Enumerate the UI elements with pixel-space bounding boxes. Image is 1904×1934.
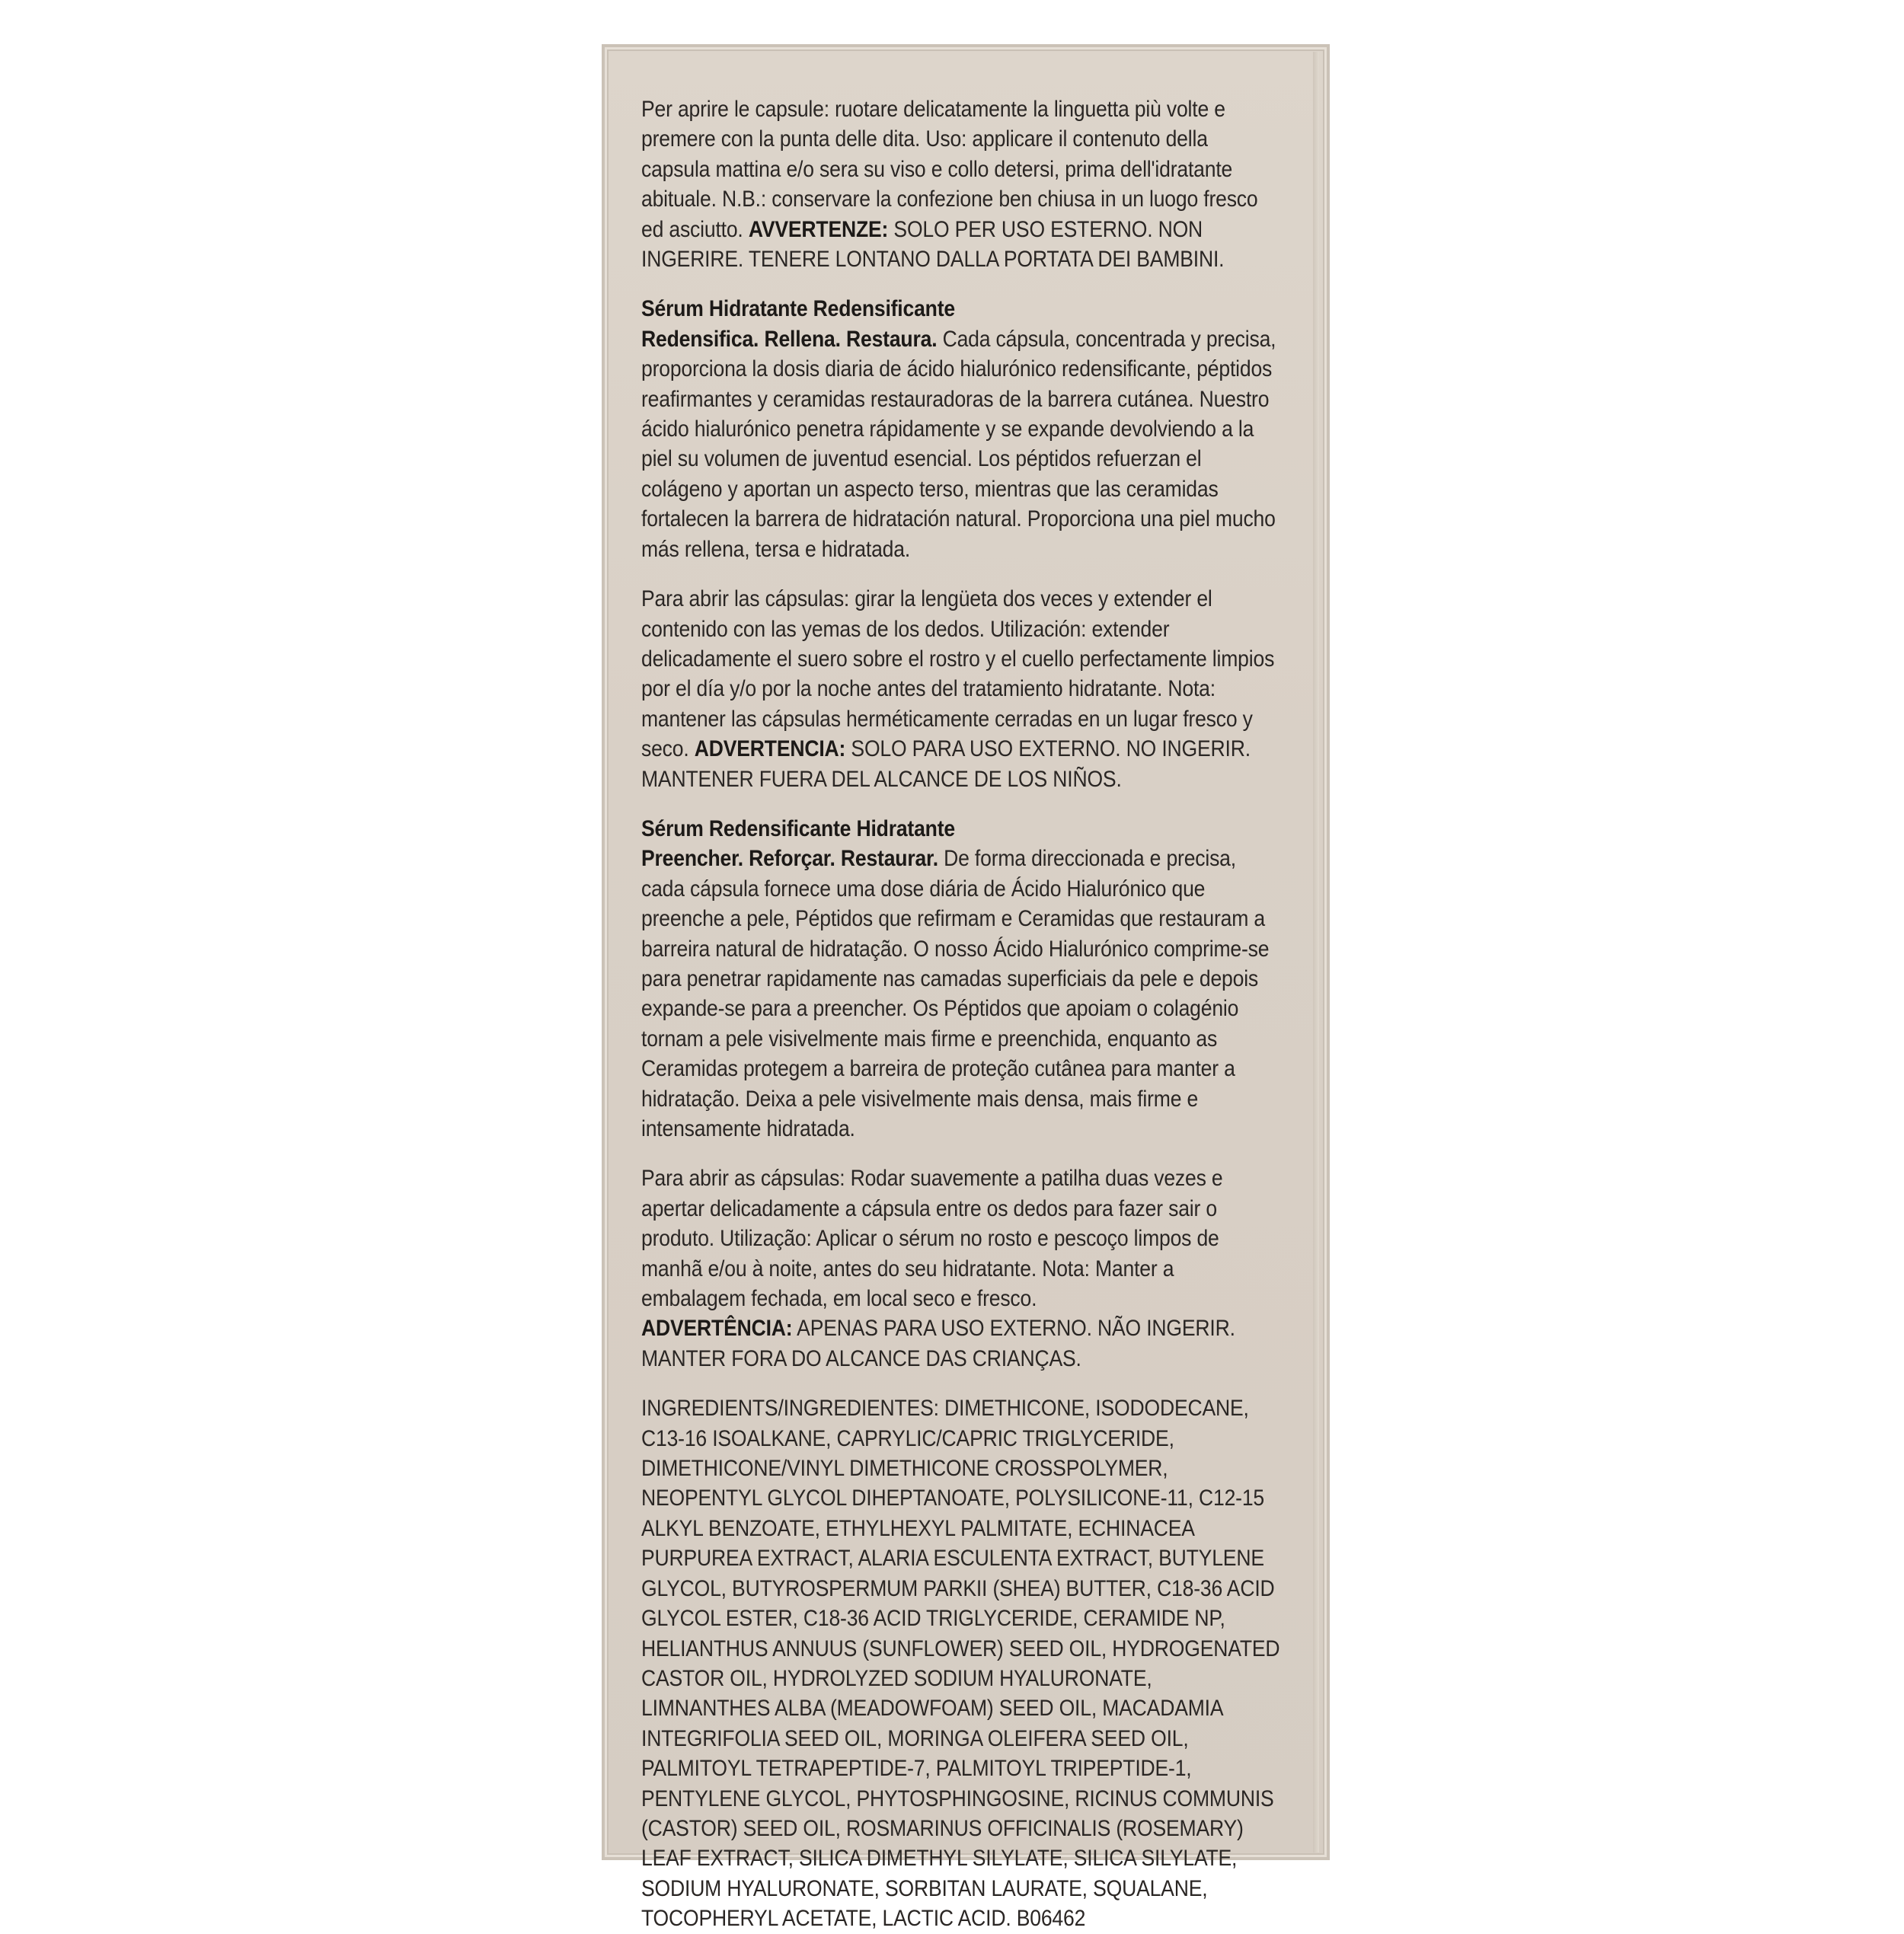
portuguese-warning-label: ADVERTÊNCIA: xyxy=(641,1316,793,1342)
spanish-instructions xyxy=(641,584,1281,794)
package-text xyxy=(641,94,1281,1934)
spanish-description xyxy=(641,294,1281,564)
ingredients-list: INGREDIENTS/INGREDIENTES: DIMETHICONE, ISODODECANE, C13-16 ISOALKANE, CAPRYLIC/CAPRIC TRIGLYCERIDE, DIMETHICONE/VINYL DIMETHICONE CROSSPOLYMER, NEOPENTYL GLYCOL DIHEPTANOATE, POLYSILICONE-11, C12-15 ALKYL BENZOATE, ETHYLHEXYL PALMITATE, ECHINACEA PURPUREA EXTRACT, ALARIA ESCULENTA EXTRACT, BUTYLENE GLYCOL, BUTYROSPERMUM PARKII (SHEA) BUTTER, C18-36 ACID GLYCOL ESTER, C18-36 ACID TRIGLYCERIDE, CERAMIDE NP, HELIANTHUS ANNUUS (SUNFLOWER) SEED OIL, HYDROGENATED CASTOR OIL, HYDROLYZED SODIUM HYALURONATE, LIMNANTHES ALBA (MEADOWFOAM) SEED OIL, MACADAMIA INTEGRIFOLIA SEED OIL, MORINGA OLEIFERA SEED OIL, PALMITOYL TETRAPEPTIDE-7, PALMITOYL TRIPEPTIDE-1, PENTYLENE GLYCOL, PHYTOSPHINGOSINE, RICINUS COMMUNIS (CASTOR) SEED OIL, ROSMARINUS OFFICINALIS (ROSEMARY) LEAF EXTRACT, SILICA DIMETHYL SILYLATE, SILICA SILYLATE, SODIUM HYALURONATE, SORBITAN LAURATE, SQUALANE, TOCOPHERYL ACETATE, LACTIC ACID. B06462 xyxy=(641,1396,1280,1932)
panel-fold-edge xyxy=(1313,52,1319,1853)
portuguese-instructions xyxy=(641,1163,1281,1374)
spanish-warning-label: ADVERTENCIA: xyxy=(694,736,846,762)
spanish-title: Sérum Hidratante Redensificante xyxy=(641,296,955,322)
spanish-tagline: Redensifica. Rellena. Restaura. xyxy=(641,326,938,352)
portuguese-title: Sérum Redensificante Hidratante xyxy=(641,815,955,841)
portuguese-description xyxy=(641,814,1281,1144)
spanish-warning-text: SOLO PARA USO EXTERNO. NO INGERIR. MANTENER FUERA DEL ALCANCE DE LOS NIÑOS. xyxy=(641,736,1251,792)
italian-open-text: Per aprire le capsule: ruotare delicatamente la linguetta più volte e premere con la punta delle dita. Uso: applicare il contenuto della capsula mattina e/o sera su viso e collo detersi, prima dell'idratante abituale. N.B.: conservare la confezione ben chiusa in un luogo fresco ed asciutto. xyxy=(641,97,1258,242)
package-panel xyxy=(602,44,1330,1932)
portuguese-open-text: Para abrir as cápsulas: Rodar suavemente a patilha duas vezes e apertar delicadamente a cápsula entre os dedos para fazer sair o produto. Utilização: Aplicar o sérum no rosto e pescoço limpos de manhã e/ou à noite, antes do seu hidratante. Nota: Manter a embalagem fechada, em local seco e fresco. xyxy=(641,1166,1223,1312)
italian-warning-label: AVVERTENZE: xyxy=(748,216,889,242)
portuguese-description-text: De forma direccionada e precisa, cada cápsula fornece uma dose diária de Ácido Hialurónico que preenche a pele, Péptidos que refirmam e Ceramidas que restauram a barreira natural de hidratação. O nosso Ácido Hialurónico comprime-se para penetrar rapidamente nas camadas superficiais da pele e depois expande-se para a preencher. Os Péptidos que apoiam o colagénio tornam a pele visivelmente mais firme e preenchida, enquanto as Ceramidas protegem a barreira de proteção cutânea para manter a hidratação. Deixa a pele visivelmente mais densa, mais firme e intensamente hidratada. xyxy=(641,846,1270,1141)
portuguese-warning-text: APENAS PARA USO EXTERNO. NÃO INGERIR. MANTER FORA DO ALCANCE DAS CRIANÇAS. xyxy=(641,1316,1235,1371)
spanish-description-text: Cada cápsula, concentrada y precisa, proporciona la dosis diaria de ácido hialurónico redensificante, péptidos reafirmantes y ceramidas restauradoras de la barrera cutánea. Nuestro ácido hialurónico penetra rápidamente y se expande devolviendo a la piel su volumen de juventud esencial. Los péptidos refuerzan el colágeno y aportan un aspecto terso, mientras que las ceramidas fortalecen la barrera de hidratación natural. Proporciona una piel mucho más rellena, tersa e hidratada. xyxy=(641,326,1276,562)
italian-warning-text: SOLO PER USO ESTERNO. NON INGERIRE. TENERE LONTANO DALLA PORTATA DEI BAMBINI. xyxy=(641,216,1225,273)
spanish-open-text: Para abrir las cápsulas: girar la lengüeta dos veces y extender el contenido con las yemas de los dedos. Utilización: extender delicadamente el suero sobre el rostro y el cuello perfectamente limpios por el día y/o por la noche antes del tratamiento hidratante. Nota: mantener las cápsulas herméticamente cerradas en un lugar fresco y seco. xyxy=(641,586,1275,762)
portuguese-tagline: Preencher. Reforçar. Restaurar. xyxy=(641,846,938,872)
italian-instructions xyxy=(641,94,1281,274)
